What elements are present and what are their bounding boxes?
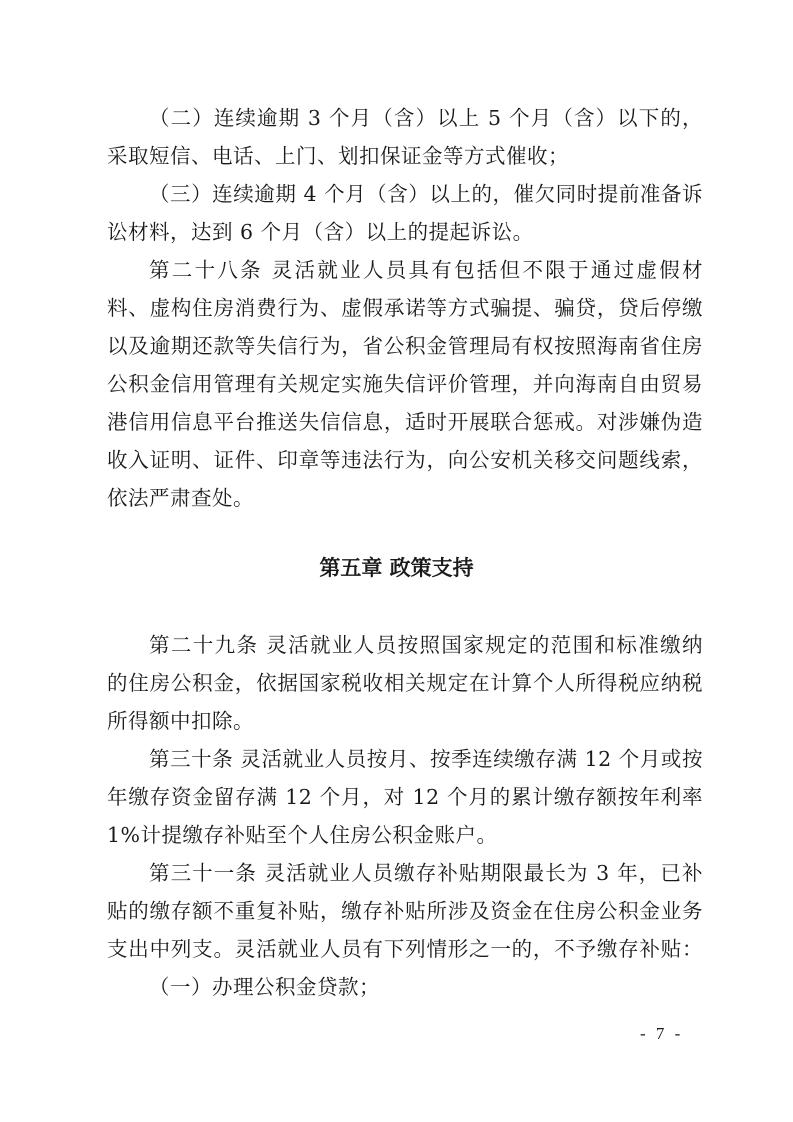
paragraph-line: 所得额中扣除。 [107, 709, 254, 733]
paragraph-line: 第三十一条 灵活就业人员缴存补贴期限最长为 3 年，已补 [149, 861, 703, 885]
paragraph-line: 第二十九条 灵活就业人员按照国家规定的范围和标准缴纳 [149, 633, 703, 657]
paragraph-line: 料、虚构住房消费行为、虚假承诺等方式骗提、骗贷，贷后停缴 [107, 296, 703, 320]
paragraph-line: 公积金信用管理有关规定实施失信评价管理，并向海南自由贸易 [107, 372, 703, 396]
paragraph-line: 年缴存资金留存满 12 个月，对 12 个月的累计缴存额按年利率 [107, 785, 703, 809]
paragraph-line: 的住房公积金，依据国家税收相关规定在计算个人所得税应纳税 [107, 671, 703, 695]
paragraph-line: 第二十八条 灵活就业人员具有包括但不限于通过虚假材 [149, 258, 703, 282]
paragraph-line: 第三十条 灵活就业人员按月、按季连续缴存满 12 个月或按 [149, 747, 703, 771]
paragraph-line: 依法严肃查处。 [107, 486, 254, 510]
paragraph-line: 支出中列支。灵活就业人员有下列情形之一的，不予缴存补贴： [107, 937, 703, 961]
paragraph-line: 贴的缴存额不重复补贴，缴存补贴所涉及资金在住房公积金业务 [107, 899, 703, 923]
paragraph-line: 收入证明、证件、印章等违法行为，向公安机关移交问题线索， [107, 448, 703, 472]
paragraph-line: 1%计提缴存补贴至个人住房公积金账户。 [107, 823, 498, 847]
paragraph-line: （一）办理公积金贷款； [149, 975, 380, 999]
paragraph-line: 以及逾期还款等失信行为，省公积金管理局有权按照海南省住房 [107, 334, 703, 358]
chapter-title: 第五章 政策支持 [319, 556, 474, 580]
page-number: - 7 - [640, 1024, 684, 1043]
paragraph-line: 港信用信息平台推送失信信息，适时开展联合惩戒。对涉嫌伪造 [107, 410, 703, 434]
paragraph-line: （三）连续逾期 4 个月（含）以上的，催欠同时提前准备诉 [149, 182, 703, 206]
paragraph-line: （二）连续逾期 3 个月（含）以上 5 个月（含）以下的， [149, 106, 703, 130]
paragraph-line: 讼材料，达到 6 个月（含）以上的提起诉讼。 [107, 220, 534, 244]
paragraph-line: 采取短信、电话、上门、划扣保证金等方式催收； [107, 144, 569, 168]
